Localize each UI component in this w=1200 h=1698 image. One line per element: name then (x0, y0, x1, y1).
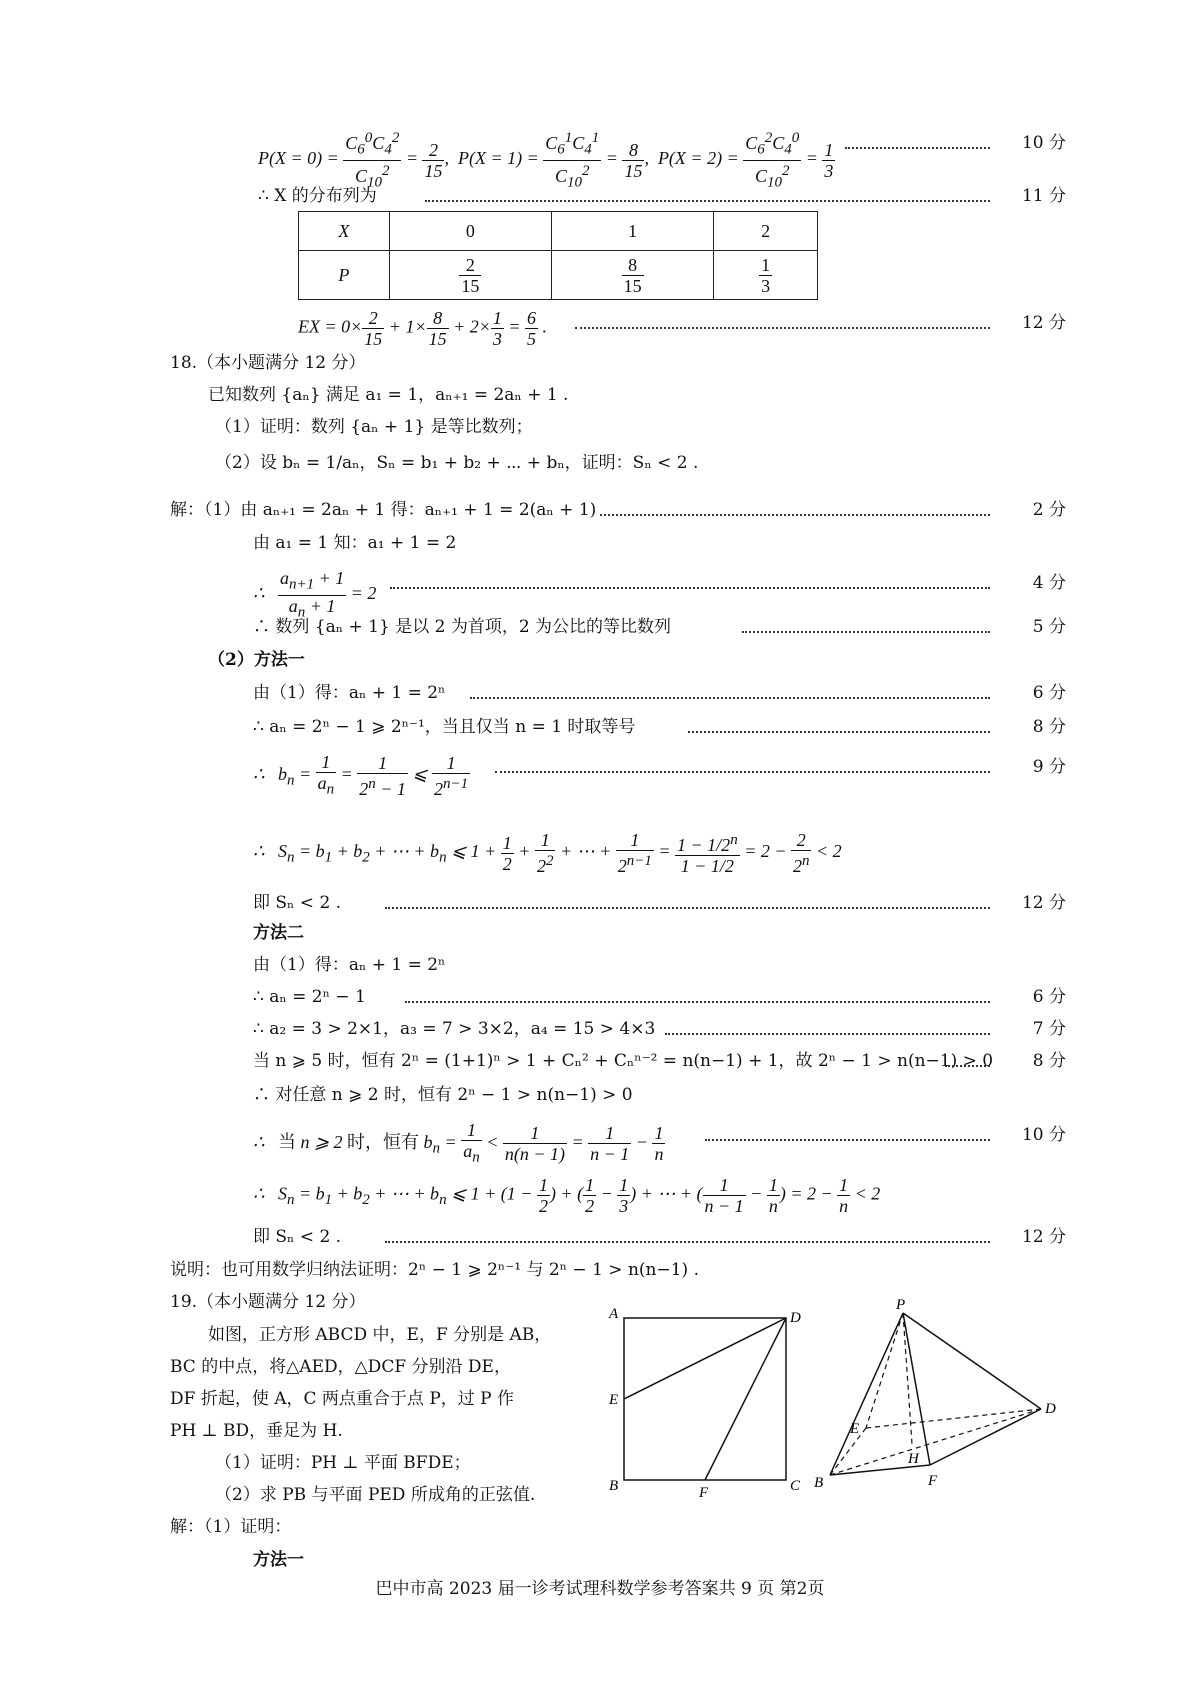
method-2-heading: 方法二 (253, 923, 304, 943)
method-2-step-e: ∴ 对任意 n ⩾ 2 时，恒有 2ⁿ − 1 > n(n−1) > 0 (253, 1085, 633, 1105)
distribution-table (298, 211, 818, 300)
vertex-label-e: E (850, 1421, 860, 1437)
method-1-step-d: ∴ $S_n = b_1 + b_2$ + ⋯ + $b_n$ ⩽ 1 + $\frac{1}{2}$ + $\frac{1}{2^2}$ + ⋯ + $\frac{1}{2^{n-1}}$ = $\frac{1 - 1/2^n}{1 - 1/2}$ = 2 − $\frac{2}{2^n}$ < 2 (253, 830, 842, 876)
score-7: 7 分 (1032, 1019, 1066, 1039)
method-2-step-f: ∴ 当 n ⩾ 2 时，恒有 $b_n$ = $\frac{1}{a_n}$ < $\frac{1}{n(n - 1)}$ = $\frac{1}{n - 1}$ − $\frac{1}{n}$ (253, 1120, 664, 1166)
prob-num: 2 (459, 255, 481, 276)
score-5: 5 分 (1032, 617, 1066, 637)
prob-num: 1 (761, 254, 771, 275)
question-19-title: 19.（本小题满分 12 分） (170, 1292, 366, 1312)
vertex-label-b: B (609, 1478, 619, 1494)
score-11: 11 分 (1021, 186, 1066, 206)
solution-step-1: 解：（1）由 aₙ₊₁ = 2aₙ + 1 得：aₙ₊₁ + 1 = 2(aₙ + 1) (170, 500, 597, 520)
leader-dots (845, 147, 990, 149)
method-1-step-c: ∴ $b_n$ = $\frac{1}{a_n}$ = $\frac{1}{2^n - 1}$ ⩽ $\frac{1}{2^{n-1}}$ (253, 752, 469, 799)
question-18-stem: 已知数列 {aₙ} 满足 a₁ = 1，aₙ₊₁ = 2aₙ + 1 . (208, 385, 569, 405)
dist-text: ∴ X 的分布列为 (258, 186, 377, 206)
score-10: 10 分 (1021, 133, 1066, 153)
vertex-label-e: E (609, 1392, 619, 1408)
table-header-cell: 2 (714, 212, 818, 251)
prob-den: 15 (623, 275, 642, 296)
ex-formula: EX = 0× $\frac{2}{15}$ + 1× $\frac{8}{15}$ + 2× $\frac{1}{3}$ = $\frac{6}{5}$ . (298, 308, 548, 349)
vertex-label-d: D (1045, 1401, 1056, 1417)
method-1-step-a: 由（1）得：aₙ + 1 = 2ⁿ (253, 683, 446, 703)
score-4: 4 分 (1032, 573, 1066, 593)
leader-dots (688, 731, 990, 733)
table-cell (714, 251, 818, 300)
table-header-cell: X (299, 212, 390, 251)
leader-dots (425, 200, 990, 202)
method-2-step-a: 由（1）得：aₙ + 1 = 2ⁿ (253, 955, 446, 975)
prob-den: 15 (461, 275, 480, 296)
vertex-label-d: D (790, 1310, 801, 1326)
table-cell (552, 251, 714, 300)
method-2-step-g: ∴ $S_n = b_1 + b_2$ + ⋯ + $b_n$ ⩽ 1 + (1 − $\frac{1}{2}$ ) + ( $\frac{1}{2}$ − $\frac{1}{3}$ ) + ⋯ + ( $\frac{1}{n - 1}$ − $\frac{1}{n}$ ) = 2 − $\frac{1}{n}$ < 2 (253, 1175, 881, 1216)
leader-dots (945, 1065, 990, 1067)
vertex-label-a: A (609, 1306, 619, 1322)
prob-formula: P(X = 0) = $\frac{C_6^0C_4^2}{C_{10}^2}$ = $\frac{2}{15}$ , P(X = 1) = $\frac{C_6^1C_4^1}{C_{10}^2}$ = $\frac{8}{15}$ , P(X = 2) = $\frac{C_6^2C_4^0}{C_{10}^2}$ = $\frac{1}{3}$ (258, 130, 834, 191)
leader-dots (600, 514, 990, 516)
vertex-label-f: F (928, 1473, 938, 1489)
question-19-part1: （1）证明：PH ⊥ 平面 BFDE； (215, 1453, 471, 1473)
vertex-label-c: C (790, 1478, 801, 1494)
table-header-cell: 0 (389, 212, 551, 251)
table-header-cell: 1 (552, 212, 714, 251)
method-1-conclusion: 即 Sₙ < 2 . (253, 893, 342, 913)
note-line: 说明：也可用数学归纳法证明：2ⁿ − 1 ⩾ 2ⁿ⁻¹ 与 2ⁿ − 1 > n(n−1) . (170, 1260, 699, 1280)
leader-dots (385, 907, 990, 909)
leader-dots (470, 697, 990, 699)
question-19-stem-3: DF 折起，使 A，C 两点重合于点 P，过 P 作 (170, 1389, 515, 1409)
score-10: 10 分 (1021, 1125, 1066, 1145)
leader-dots (742, 631, 990, 633)
score-12: 12 分 (1021, 313, 1066, 333)
leader-dots (495, 771, 990, 773)
prob-den: 3 (761, 275, 771, 296)
leader-dots (705, 1139, 990, 1141)
score-9: 9 分 (1032, 757, 1066, 777)
method-1-heading: （2）方法一 (208, 650, 305, 670)
page-footer: 巴中市高 2023 届一诊考试理科数学参考答案共 9 页 第2页 (375, 1579, 825, 1599)
score-8: 8 分 (1032, 717, 1066, 737)
leader-dots (575, 327, 990, 329)
score-6: 6 分 (1032, 683, 1066, 703)
question-18-part1: （1）证明：数列 {aₙ + 1} 是等比数列； (215, 417, 533, 437)
answer-19-method-1: 方法一 (253, 1550, 304, 1570)
table-cell (389, 251, 551, 300)
score-12: 12 分 (1021, 893, 1066, 913)
score-6: 6 分 (1032, 987, 1066, 1007)
ex-line (0, 308, 1200, 349)
square-figure (604, 1300, 804, 1500)
question-19-stem-2: BC 的中点，将△AED，△DCF 分别沿 DE， (170, 1357, 511, 1377)
method-2-step-d: 当 n ⩾ 5 时，恒有 2ⁿ = (1+1)ⁿ > 1 + Cₙ² + Cₙⁿ⁻² = n(n−1) + 1，故 2ⁿ − 1 > n(n−1) > 0 (253, 1051, 994, 1071)
vertex-label-b: B (814, 1475, 824, 1491)
answer-19-start: 解：（1）证明： (170, 1517, 292, 1537)
vertex-label-p: P (896, 1297, 906, 1313)
question-18-part2: （2）设 bₙ = 1/aₙ，Sₙ = b₁ + b₂ + ⋯ + bₙ，证明：Sₙ < 2 . (215, 453, 699, 473)
pyramid-figure (808, 1295, 1063, 1510)
solution-step-3: ∴ $\frac{a_{n+1} + 1}{a_n + 1}$ = 2 (253, 568, 377, 621)
method-2-step-c: ∴ a₂ = 3 > 2×1，a₃ = 7 > 3×2，a₄ = 15 > 4×3 (253, 1019, 656, 1039)
prob-num: 8 (622, 255, 644, 276)
question-18-title: 18.（本小题满分 12 分） (170, 353, 366, 373)
solution-step-2: 由 a₁ = 1 知：a₁ + 1 = 2 (253, 533, 457, 553)
leader-dots (405, 1001, 990, 1003)
score-8: 8 分 (1032, 1051, 1066, 1071)
vertex-label-f: F (699, 1485, 709, 1500)
method-2-conclusion: 即 Sₙ < 2 . (253, 1227, 342, 1247)
leader-dots (390, 587, 990, 589)
question-19-part2: （2）求 PB 与平面 PED 所成角的正弦值. (215, 1485, 536, 1505)
leader-dots (665, 1033, 990, 1035)
leader-dots (385, 1241, 990, 1243)
dist-line (0, 181, 1200, 211)
score-12: 12 分 (1021, 1227, 1066, 1247)
vertex-label-h: H (908, 1451, 919, 1467)
table-row-label: P (299, 251, 390, 300)
solution-step-4: ∴ 数列 {aₙ + 1} 是以 2 为首项，2 为公比的等比数列 (253, 617, 672, 637)
method-1-step-b: ∴ aₙ = 2ⁿ − 1 ⩾ 2ⁿ⁻¹，当且仅当 n = 1 时取等号 (253, 717, 636, 737)
question-19-stem-1: 如图，正方形 ABCD 中，E，F 分别是 AB， (208, 1325, 552, 1345)
prob-line (0, 128, 1200, 191)
method-2-step-b: ∴ aₙ = 2ⁿ − 1 (253, 987, 366, 1007)
question-19-stem-4: PH ⊥ BD，垂足为 H. (170, 1421, 343, 1441)
score-2: 2 分 (1032, 500, 1066, 520)
